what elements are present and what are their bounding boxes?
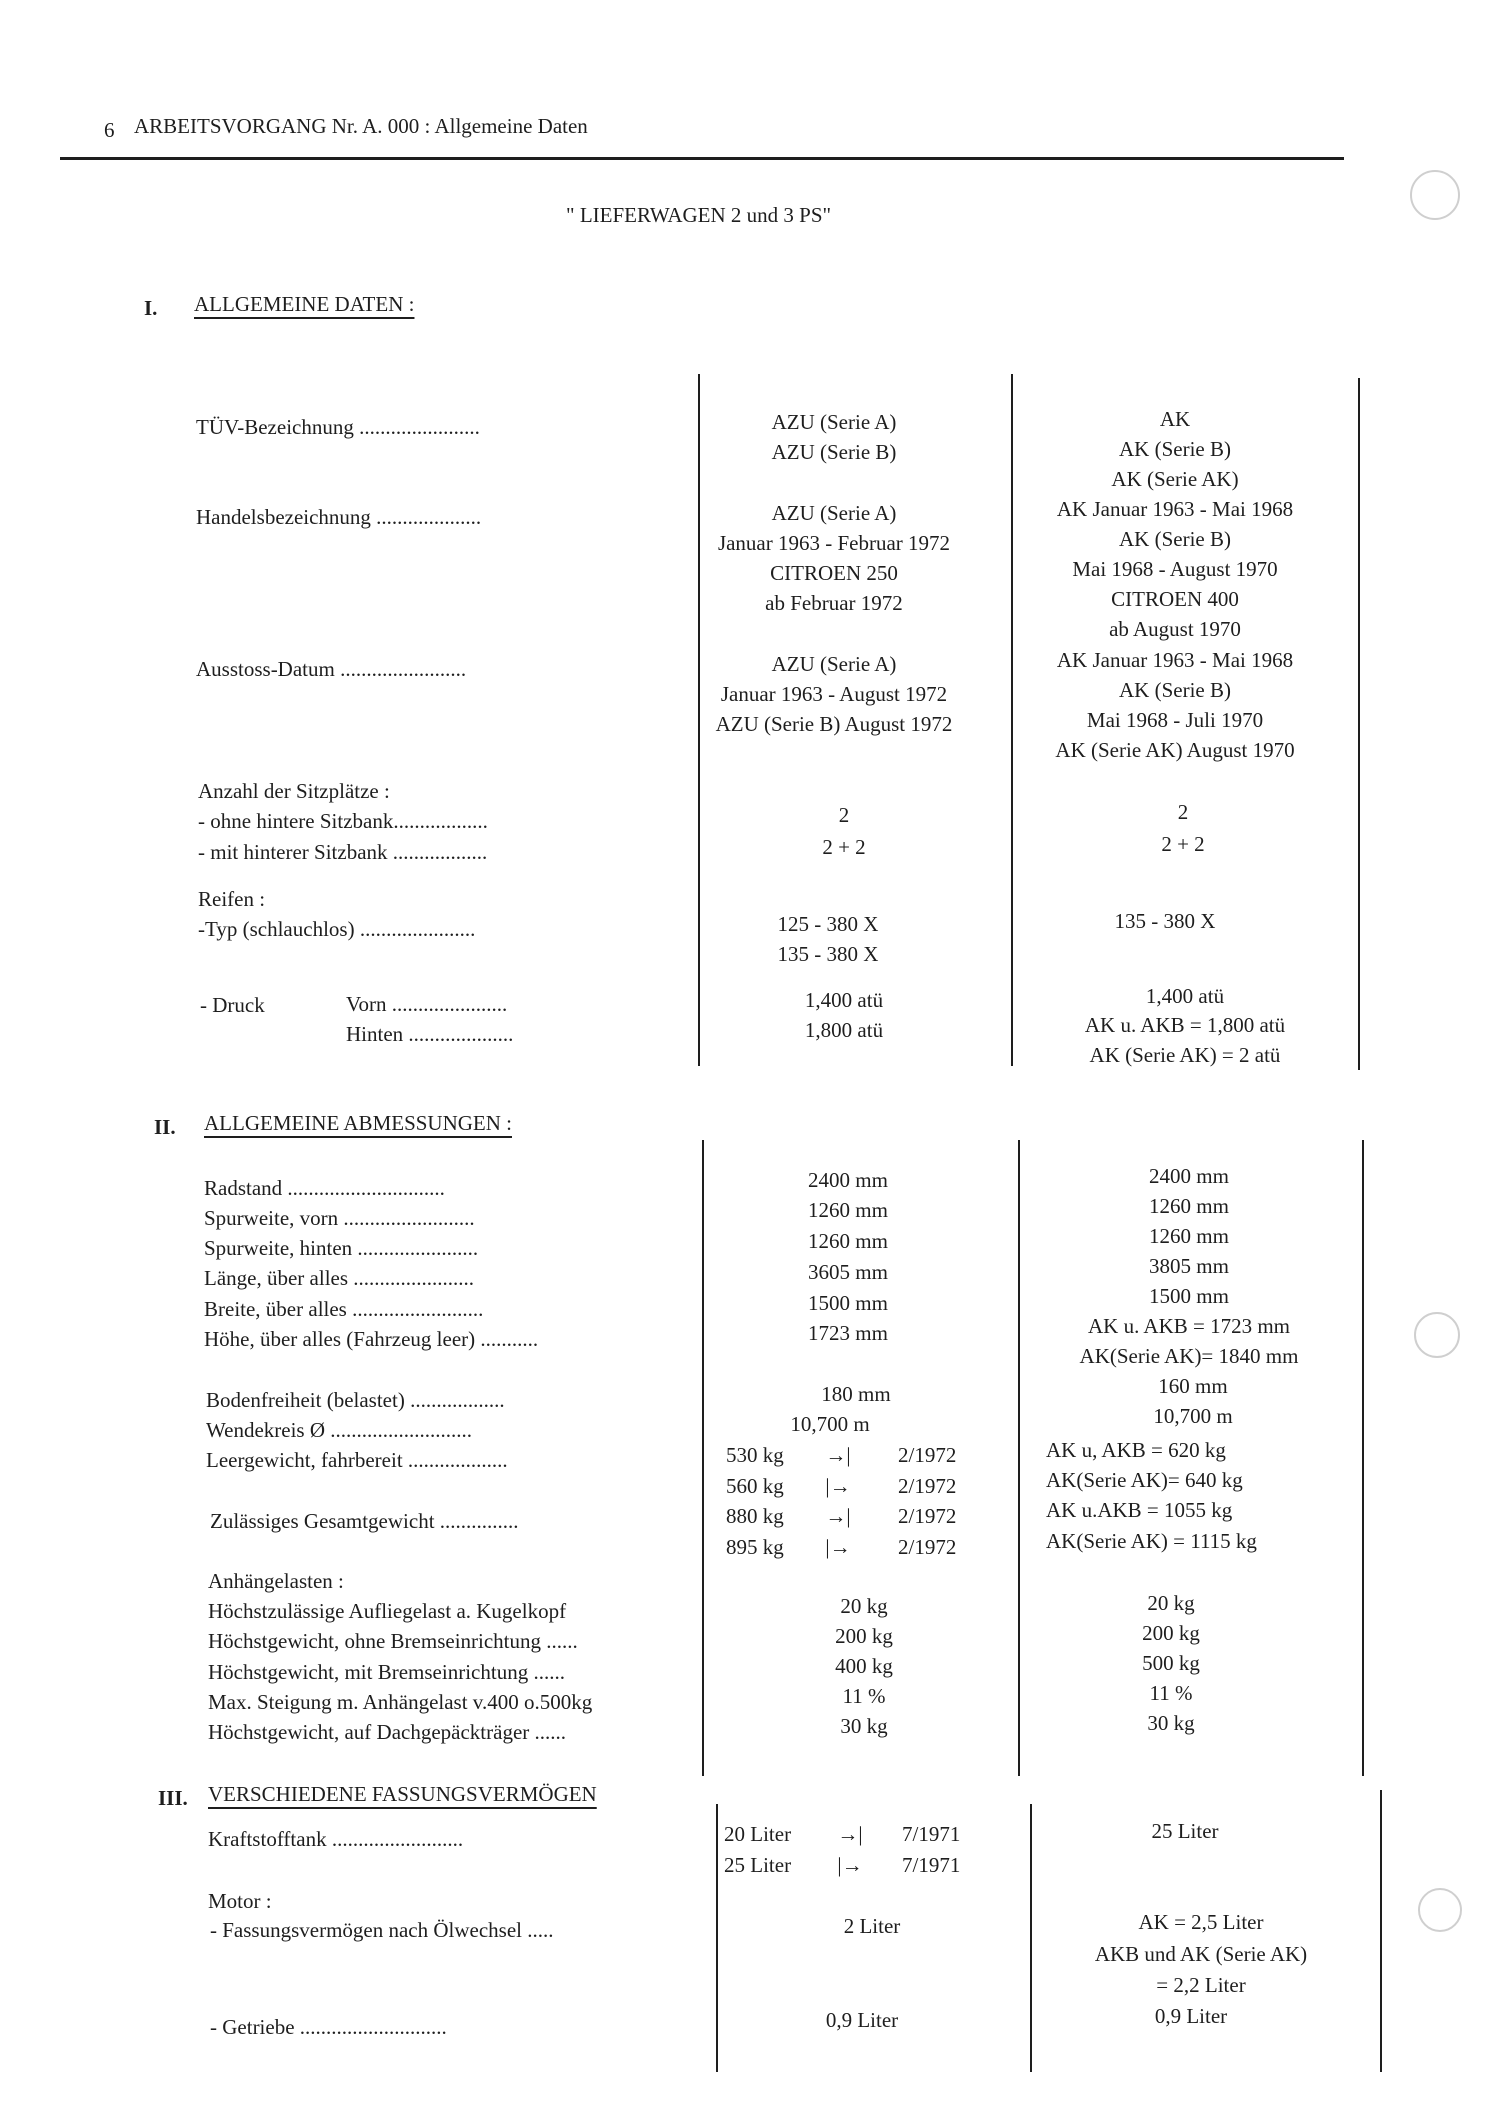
breite-label: Breite, über alles .........................: [204, 1297, 484, 1321]
handel-value: ab August 1970: [1109, 617, 1241, 641]
section-1-title: ALLGEMEINE DATEN :: [194, 292, 415, 316]
sitz-value: 2 + 2: [822, 835, 866, 859]
anhaenge-row-label: Max. Steigung m. Anhängelast v.400 o.500kg: [208, 1690, 593, 1714]
anhaenge-value: 200 kg: [835, 1624, 893, 1648]
anhaenge-value: 30 kg: [1147, 1711, 1195, 1735]
column-rule: [1358, 378, 1360, 1070]
arrow-to-bar-icon: →|: [825, 1443, 851, 1467]
druck-label: - Druck: [200, 993, 265, 1017]
oel-value: = 2,2 Liter: [1156, 1973, 1246, 1997]
weight-value: AK u, AKB = 620 kg: [1046, 1438, 1226, 1462]
oel-value: AKB und AK (Serie AK): [1094, 1942, 1308, 1966]
section-2-title: ALLGEMEINE ABMESSUNGEN :: [204, 1111, 512, 1135]
tank-row: [724, 1822, 960, 1847]
weight-date: 2/1972: [898, 1535, 957, 1559]
bodenfreiheit-value: 180 mm: [821, 1382, 891, 1406]
ausstoss-value: Januar 1963 - August 1972: [720, 682, 948, 706]
arrow-to-bar-icon: →|: [837, 1822, 863, 1846]
handel-label: Handelsbezeichnung ....................: [196, 505, 482, 529]
tank-date: 7/1971: [902, 1853, 961, 1877]
page-number: 6: [104, 118, 115, 142]
typ-value: 135 - 380 X: [1114, 909, 1216, 933]
anhaengelasten-label: Anhängelasten :: [208, 1569, 344, 1593]
getriebe-value: 0,9 Liter: [1154, 2004, 1228, 2028]
anhaenge-row-label: Höchstgewicht, ohne Bremseinrichtung ......: [208, 1629, 578, 1653]
reifen-label: Reifen :: [198, 887, 266, 911]
anhaenge-row-label: Höchstzulässige Aufliegelast a. Kugelkopf: [208, 1599, 567, 1623]
druck-value: AK u. AKB = 1,800 atü: [1084, 1013, 1286, 1037]
section-1-number: I.: [144, 296, 158, 320]
druck-vorn-label: Vorn ......................: [346, 992, 508, 1016]
weight-value: AK(Serie AK) = 1115 kg: [1046, 1529, 1257, 1553]
druck-value: 1,400 atü: [1145, 984, 1225, 1008]
anhaenge-value: 11 %: [842, 1684, 886, 1708]
arrow-to-bar-icon: →|: [825, 1504, 851, 1528]
dimension-value: 1500 mm: [1149, 1284, 1229, 1308]
bodenfreiheit-value: 160 mm: [1158, 1374, 1228, 1398]
dimension-value: 3805 mm: [1149, 1254, 1229, 1278]
sitz-mit-label: - mit hinterer Sitzbank ..................: [198, 840, 488, 864]
section-3-number: III.: [158, 1786, 188, 1810]
tuev-value: AK: [1159, 407, 1191, 431]
anhaenge-value: 400 kg: [835, 1654, 893, 1678]
weight-row: [726, 1474, 956, 1499]
spurweite-hinten-label: Spurweite, hinten .......................: [204, 1236, 479, 1260]
column-rule: [1362, 1140, 1364, 1776]
getriebe-value: 0,9 Liter: [825, 2008, 899, 2032]
column-rule: [1380, 1790, 1382, 2072]
dimension-value: 2400 mm: [1149, 1164, 1229, 1188]
druck-hinten-label: Hinten ....................: [346, 1022, 514, 1046]
anhaenge-value: 200 kg: [1142, 1621, 1200, 1645]
tuev-value: AK (Serie AK): [1111, 467, 1239, 491]
typ-value: 125 - 380 X: [777, 912, 879, 936]
typ-value: 135 - 380 X: [777, 942, 879, 966]
handel-value: Mai 1968 - August 1970: [1072, 557, 1278, 581]
gesamtgewicht-label: Zulässiges Gesamtgewicht ...............: [210, 1509, 519, 1533]
ausstoss-value: Mai 1968 - Juli 1970: [1086, 708, 1264, 732]
anhaenge-value: 500 kg: [1142, 1651, 1200, 1675]
kraftstofftank-label: Kraftstofftank .........................: [208, 1827, 464, 1851]
handel-value: AK Januar 1963 - Mai 1968: [1056, 497, 1294, 521]
weight-value: AK(Serie AK)= 640 kg: [1046, 1468, 1243, 1492]
radstand-label: Radstand ..............................: [204, 1176, 445, 1200]
tank-value: 20 Liter: [724, 1822, 792, 1846]
bodenfreiheit-label: Bodenfreiheit (belastet) ..................: [206, 1388, 505, 1412]
weight-value: 895 kg: [726, 1535, 784, 1559]
sitz-ohne-label: - ohne hintere Sitzbank..................: [198, 809, 488, 833]
dimension-value: 1260 mm: [1149, 1224, 1229, 1248]
ausstoss-value: AK Januar 1963 - Mai 1968: [1056, 648, 1294, 672]
ausstoss-value: AZU (Serie A): [771, 652, 897, 676]
weight-row: [726, 1443, 956, 1468]
dimension-value: 3605 mm: [808, 1260, 888, 1284]
page-subtitle: " LIEFERWAGEN 2 und 3 PS": [566, 203, 832, 227]
dimension-value: AK(Serie AK)= 1840 mm: [1079, 1344, 1299, 1368]
dimension-value: 1260 mm: [808, 1229, 888, 1253]
druck-value: AK (Serie AK) = 2 atü: [1089, 1043, 1281, 1067]
druck-value: 1,400 atü: [804, 988, 884, 1012]
weight-row: [726, 1504, 956, 1529]
sitz-label: Anzahl der Sitzplätze :: [198, 779, 390, 803]
sitz-value: 2: [838, 803, 850, 827]
getriebe-label: - Getriebe ............................: [210, 2015, 447, 2039]
handel-value: Januar 1963 - Februar 1972: [717, 531, 951, 555]
anhaenge-value: 20 kg: [1147, 1591, 1195, 1615]
tuev-label: TÜV-Bezeichnung .......................: [196, 415, 480, 439]
anhaenge-value: 30 kg: [840, 1714, 888, 1738]
dimension-value: 1260 mm: [1149, 1194, 1229, 1218]
motor-label: Motor :: [208, 1889, 272, 1913]
punch-hole: [1410, 170, 1460, 220]
weight-value: 530 kg: [726, 1443, 784, 1467]
oelwechsel-label: - Fassungsvermögen nach Ölwechsel .....: [210, 1918, 554, 1942]
bar-to-arrow-icon: |→: [825, 1474, 851, 1498]
weight-value: 880 kg: [726, 1504, 784, 1528]
ausstoss-value: AK (Serie B): [1119, 678, 1231, 702]
handel-value: AK (Serie B): [1119, 527, 1231, 551]
ausstoss-value: AK (Serie AK) August 1970: [1055, 738, 1295, 762]
header-rule: [60, 157, 1344, 160]
tank-value: 25 Liter: [724, 1853, 792, 1877]
spurweite-vorn-label: Spurweite, vorn .........................: [204, 1206, 475, 1230]
anhaenge-row-label: Höchstgewicht, mit Bremseinrichtung ......: [208, 1660, 565, 1684]
weight-date: 2/1972: [898, 1474, 957, 1498]
tank-row: [724, 1853, 960, 1878]
punch-hole: [1414, 1312, 1460, 1358]
typ-label: -Typ (schlauchlos) ......................: [198, 917, 476, 941]
ausstoss-value: AZU (Serie B) August 1972: [715, 712, 953, 736]
weight-date: 2/1972: [898, 1504, 957, 1528]
dimension-value: 2400 mm: [808, 1168, 888, 1192]
anhaenge-row-label: Höchstgewicht, auf Dachgepäckträger ......: [208, 1720, 567, 1744]
dimension-value: 1723 mm: [808, 1321, 888, 1345]
bar-to-arrow-icon: |→: [825, 1535, 851, 1559]
ausstoss-label: Ausstoss-Datum ........................: [196, 657, 467, 681]
tuev-value: AK (Serie B): [1119, 437, 1231, 461]
wendekreis-value: 10,700 m: [1153, 1404, 1233, 1428]
sitz-value: 2 + 2: [1161, 832, 1205, 856]
bar-to-arrow-icon: |→: [837, 1853, 863, 1877]
punch-hole: [1418, 1888, 1462, 1932]
tuev-value: AZU (Serie B): [771, 440, 897, 464]
anhaenge-value: 11 %: [1149, 1681, 1193, 1705]
hoehe-label: Höhe, über alles (Fahrzeug leer) ...........: [204, 1327, 539, 1351]
dimension-value: 1260 mm: [808, 1198, 888, 1222]
tank-value: 25 Liter: [1151, 1819, 1219, 1843]
leergewicht-label: Leergewicht, fahrbereit ...................: [206, 1448, 508, 1472]
handel-value: ab Februar 1972: [765, 591, 903, 615]
oel-value: 2 Liter: [843, 1914, 901, 1938]
tank-date: 7/1971: [902, 1822, 961, 1846]
section-3-title: VERSCHIEDENE FASSUNGSVERMÖGEN: [208, 1782, 597, 1806]
laenge-label: Länge, über alles .......................: [204, 1266, 475, 1290]
weight-row: [726, 1535, 956, 1560]
page-title: ARBEITSVORGANG Nr. A. 000 : Allgemeine Daten: [134, 114, 588, 138]
tuev-value: AZU (Serie A): [771, 410, 897, 434]
oel-value: AK = 2,5 Liter: [1138, 1910, 1264, 1934]
wendekreis-value: 10,700 m: [790, 1412, 870, 1436]
dimension-value: 1500 mm: [808, 1291, 888, 1315]
weight-value: AK u.AKB = 1055 kg: [1046, 1498, 1233, 1522]
druck-value: 1,800 atü: [804, 1018, 884, 1042]
section-2-number: II.: [154, 1115, 176, 1139]
wendekreis-label: Wendekreis Ø ...........................: [206, 1418, 473, 1442]
sitz-value: 2: [1177, 800, 1189, 824]
handel-value: AZU (Serie A): [771, 501, 897, 525]
anhaenge-value: 20 kg: [840, 1594, 888, 1618]
handel-value: CITROEN 400: [1111, 587, 1239, 611]
weight-date: 2/1972: [898, 1443, 957, 1467]
weight-value: 560 kg: [726, 1474, 784, 1498]
handel-value: CITROEN 250: [770, 561, 898, 585]
dimension-value: AK u. AKB = 1723 mm: [1087, 1314, 1291, 1338]
